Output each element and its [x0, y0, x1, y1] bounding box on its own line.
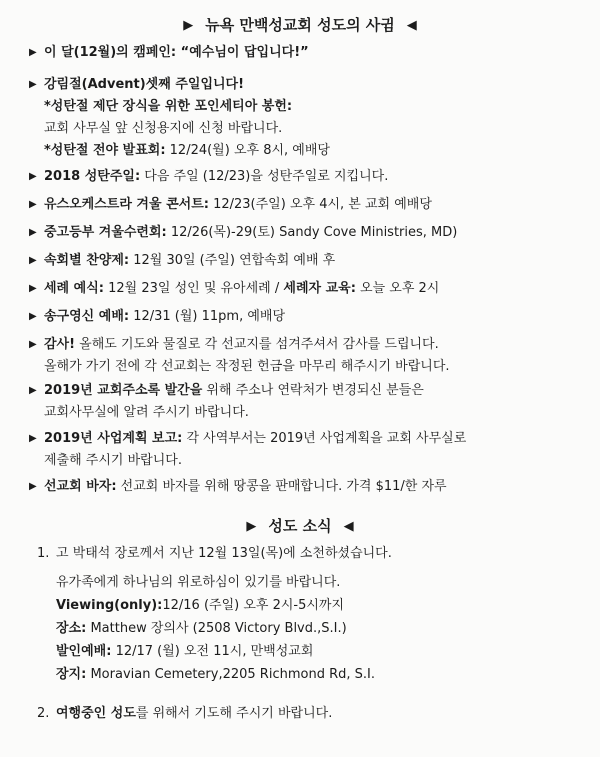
triangle-right-icon: ▶ — [246, 519, 257, 534]
viewing-value: 12/16 (주일) 오후 2시-5시까지 — [162, 598, 345, 613]
news-number-1: 1. — [37, 546, 50, 561]
notice-text: 12/31 (월) 11pm, 예배당 — [129, 309, 286, 324]
notice-text: 교회 사무실 앞 신청용지에 신청 바랍니다. — [44, 121, 283, 136]
notice-text: 다음 주일 (12/23)을 성탄주일로 지킵니다. — [140, 169, 389, 184]
notice-text: 제출해 주시기 바랍니다. — [44, 453, 182, 468]
notice-text: 선교회 바자를 위해 땅콩을 판매합니다. 가격 $11/한 자루 — [116, 479, 447, 494]
notice-heading: 세례 예식: — [44, 281, 104, 296]
section-heading-member-news — [0, 515, 600, 536]
bullet-icon: ▶ — [29, 79, 37, 90]
triangle-left-icon: ◀ — [343, 519, 354, 534]
notice-heading: 송구영신 예배: — [44, 309, 130, 324]
notice-heading: 강림절(Advent)셋째 주일입니다! — [44, 77, 245, 92]
notice-heading: 유스오케스트라 겨울 콘서트: — [44, 197, 209, 212]
news-heading: 여행중인 성도 — [56, 706, 136, 721]
notice-heading: 2018 성탄주일: — [44, 169, 141, 184]
bullet-icon: ▶ — [29, 283, 37, 294]
section-title: 뉴욕 만백성교회 성도의 사귐 — [205, 16, 395, 34]
notice-text: 각 사역부서는 2019년 사업계획을 교회 사무실로 — [182, 431, 467, 446]
news-text: 를 위해서 기도해 주시기 바랍니다. — [135, 706, 333, 721]
news-number-2: 2. — [37, 706, 50, 721]
burial-label: 장지: — [56, 667, 87, 682]
notice-text: 위해 주소나 연락처가 변경되신 분들은 — [202, 383, 424, 398]
bullet-icon: ▶ — [29, 385, 37, 396]
notice-text: 12/26(목)-29(토) Sandy Cove Ministries, MD) — [166, 225, 458, 240]
bullet-icon: ▶ — [29, 47, 37, 58]
notice-winter-retreat — [29, 222, 589, 244]
notice-youth-orchestra — [29, 194, 589, 216]
notice-business-plan — [29, 428, 589, 472]
notice-text: 오늘 오후 2시 — [355, 281, 440, 296]
section-heading-fellowship — [0, 14, 600, 35]
bullet-icon: ▶ — [29, 199, 37, 210]
place-label: 장소: — [56, 621, 87, 636]
notice-heading: 세례자 교육: — [283, 281, 356, 296]
triangle-left-icon: ◀ — [406, 18, 417, 33]
notice-thanks — [29, 334, 589, 378]
bullet-icon: ▶ — [29, 339, 37, 350]
news-text: 고 박태석 장로께서 지난 12월 13일(목)에 소천하셨습니다. — [56, 546, 392, 561]
notice-heading: 중고등부 겨울수련회: — [44, 225, 167, 240]
notice-text: 12월 30일 (주일) 연합속회 예배 후 — [129, 253, 336, 268]
place-value: Matthew 장의사 (2508 Victory Blvd.,S.I.) — [86, 621, 347, 636]
notice-advent — [29, 74, 589, 162]
notice-directory — [29, 380, 589, 424]
news-item-2 — [56, 702, 332, 725]
funeral-label: 발인예배: — [56, 644, 112, 659]
notice-heading: 속회별 찬양제: — [44, 253, 130, 268]
notice-subheading: *성탄절 전야 발표회: — [44, 143, 166, 158]
notice-text: 올해도 기도와 물질로 각 선교지를 섬겨주셔서 감사를 드립니다. — [75, 337, 439, 352]
viewing-label: Viewing(only): — [56, 598, 163, 613]
bullet-icon: ▶ — [29, 433, 37, 444]
triangle-right-icon: ▶ — [183, 18, 194, 33]
notice-text: 올해가 가기 전에 각 선교회는 작정된 헌금을 마무리 해주시기 바랍니다. — [44, 359, 450, 374]
notice-bazaar — [29, 476, 589, 498]
notice-praise-festival — [29, 250, 589, 272]
news-text: 유가족에게 하나님의 위로하심이 있기를 바랍니다. — [56, 575, 341, 590]
notice-christmas-sunday — [29, 166, 589, 188]
notice-new-year-service — [29, 306, 589, 328]
notice-campaign — [29, 42, 589, 64]
notice-text: 12/23(주일) 오후 4시, 본 교회 예배당 — [208, 197, 432, 212]
bullet-icon: ▶ — [29, 311, 37, 322]
news-item-1-detail — [56, 571, 375, 686]
notice-text: 12/24(월) 오후 8시, 예배당 — [165, 143, 330, 158]
notice-heading: 2019년 사업계획 보고: — [44, 431, 183, 446]
bullet-icon: ▶ — [29, 227, 37, 238]
notice-heading: 이 달(12월)의 캠페인: “예수님이 답입니다!” — [44, 45, 309, 60]
bullet-icon: ▶ — [29, 481, 37, 492]
notice-baptism — [29, 278, 589, 300]
bullet-icon: ▶ — [29, 171, 37, 182]
notice-heading: 2019년 교회주소록 발간을 — [44, 383, 203, 398]
news-item-1 — [56, 542, 392, 565]
notice-heading: 감사! — [44, 337, 76, 352]
burial-value: Moravian Cemetery,2205 Richmond Rd, S.I. — [86, 667, 375, 682]
notice-text: 12월 23일 성인 및 유아세례 / — [103, 281, 284, 296]
funeral-value: 12/17 (월) 오전 11시, 만백성교회 — [111, 644, 314, 659]
section-title: 성도 소식 — [268, 517, 332, 535]
bullet-icon: ▶ — [29, 255, 37, 266]
notice-text: 교회사무실에 알려 주시기 바랍니다. — [44, 405, 249, 420]
notice-heading: 선교회 바자: — [44, 479, 117, 494]
notice-subheading: *성탄절 제단 장식을 위한 포인세티아 봉헌: — [44, 99, 293, 114]
